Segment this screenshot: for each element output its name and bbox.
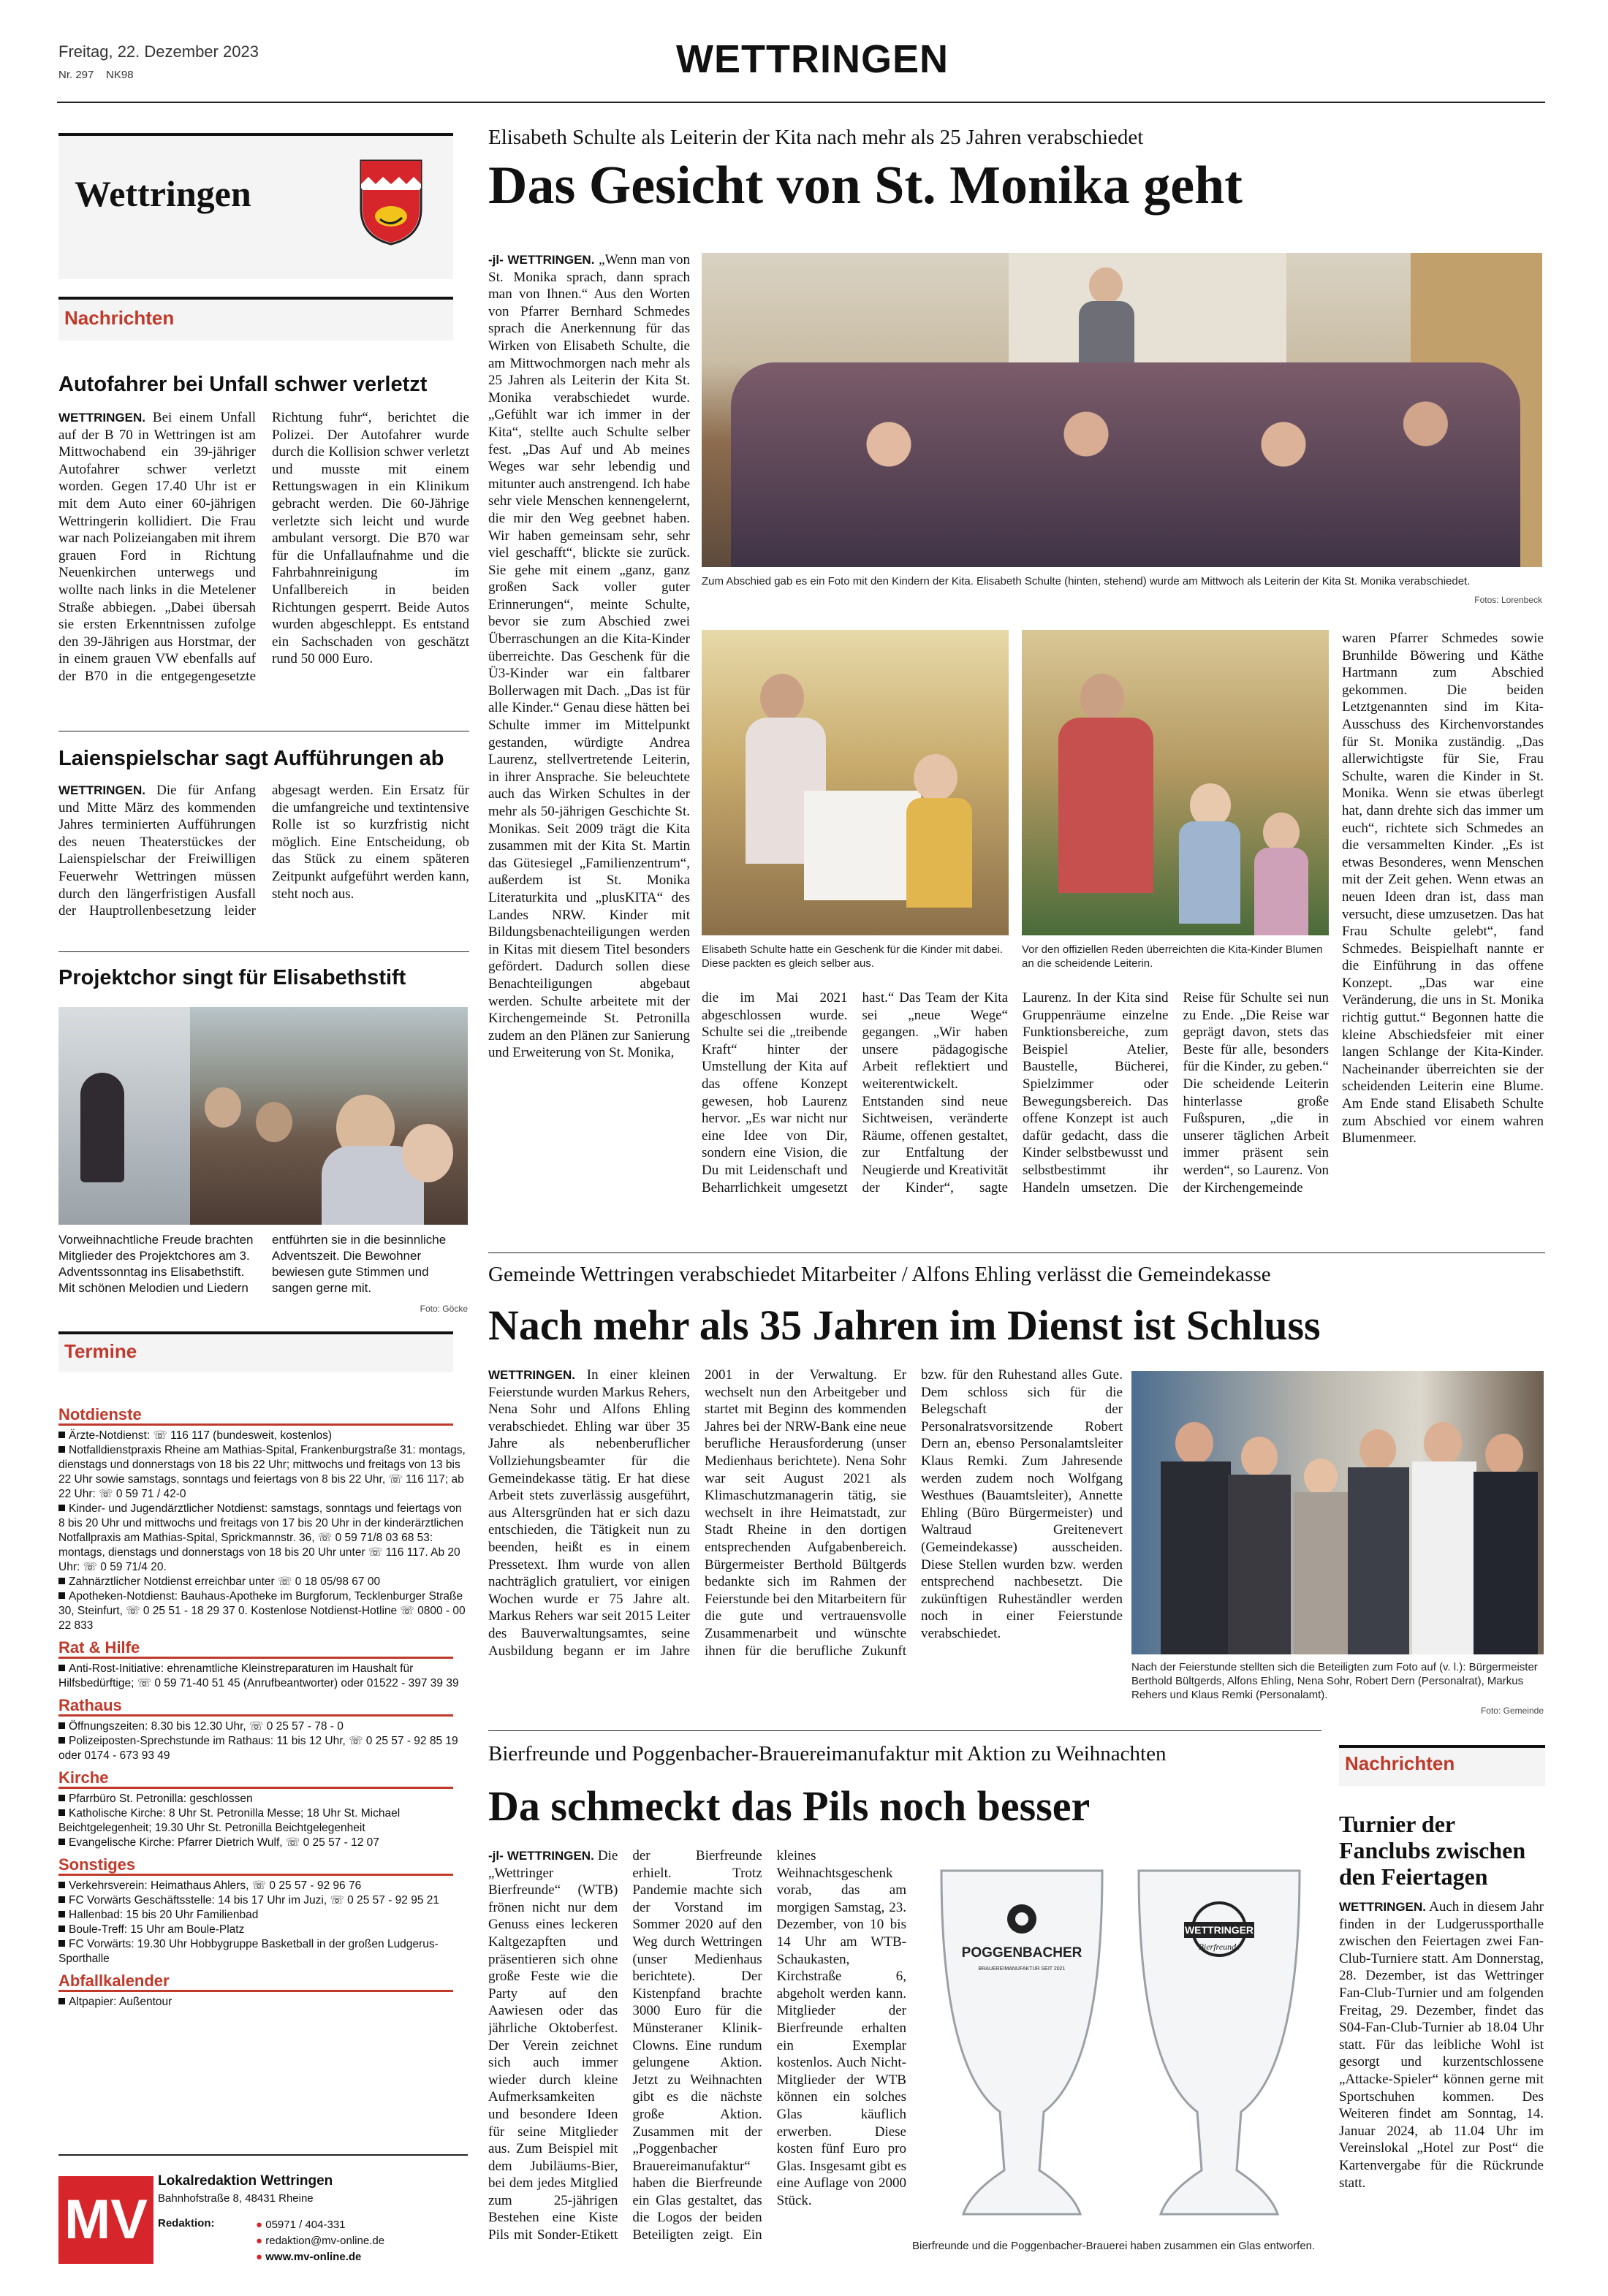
main-headline: Das Gesicht von St. Monika geht bbox=[488, 156, 1243, 216]
termine-group-sonstiges bbox=[58, 1855, 468, 1966]
termine-line: Notfalldienstpraxis Rheine am Mathias-Spital, Frankenburgstraße 31: montags, dienstags und donnerstags von 18 bis 22 Uhr; mittwochs und freitags von 13 bis 22 Uhr sowie samstags, sonntags und feiertags von 8 bis 22 Uhr, ☏ 116 117; ab 22 Uhr: ☏ 0 59 71 / 42-0 bbox=[58, 1444, 466, 1500]
sidebar-art3-title: Projektchor singt für Elisabethstift bbox=[58, 966, 406, 989]
heading-underline bbox=[58, 1657, 453, 1659]
redaktion-label: Redaktion: bbox=[158, 2217, 215, 2230]
termine-line: Ärzte-Notdienst: ☏ 116 117 (bundesweit, kostenlos) bbox=[58, 1429, 468, 1443]
issue-code: NK98 bbox=[106, 69, 134, 81]
farewell-caption: Nach der Feierstunde stellten sich die Beteiligten zum Foto auf (v. l.): Bürgermeister Berthold Bültgerds, Alfons Ehling, Nena Sohr, Robert Dern (Personalrat), Markus Rehers und Klaus Remki (Personalamt). bbox=[1131, 1661, 1538, 1701]
termine-line: Öffnungszeiten: 8.30 bis 12.30 Uhr, ☏ 0 25 57 - 78 - 0 bbox=[58, 1719, 468, 1734]
heading-underline bbox=[58, 1423, 453, 1426]
termine-line: Boule-Treff: 15 Uhr am Boule-Platz bbox=[58, 1923, 468, 1937]
sidebar-art1-text: Bei einem Unfall auf der B 70 in Wettringen ist am Mittwochabend ein 39-jähriger Autofahrer schwer verletzt worden. Gegen 17.40 Uhr ist er mit dem Auto einer 60-jährigen Wettringerin kollidiert. Die Frau war nach Polizeiangaben mit ihrem grauen Ford in Richtung Neuenkirchen unterwegs und wollte nach links in die Metelener Straße abbiegen. „Dabei übersah sie ersten Erkenntnissen zufolge den 39-Jährigen aus Horstmar, der in einem grauen VW ebenfalls auf der B70 in die entgegengesetzte Richtung fuhr“, berichtet die Polizei. Der Autofahrer wurde durch die Kollision schwer verletzt und musste mit einem Rettungswagen in ein Klinikum gebracht werden. Die 60-Jährige verletzte sich leicht und wurde ambulant versorgt. Die B70 war für die Unfallaufnahme und die Fahrbahnreinigung im Unfallbereich in beiden Richtungen gesperrt. Beide Autos wurden abgeschleppt. Es entstand ein Sachschaden von geschätzt rund 50 000 Euro. bbox=[58, 410, 469, 684]
issue-number: Nr. 297 bbox=[58, 69, 94, 81]
redaktion-address: Bahnhofstraße 8, 48431 Rheine bbox=[158, 2192, 314, 2205]
termine-group-notdienste bbox=[58, 1407, 468, 1633]
redaktion-web[interactable]: ● www.mv-online.de bbox=[256, 2251, 362, 2263]
sidebar-art1-dateline: WETTRINGEN. bbox=[58, 411, 145, 425]
termine-heading: Rathaus bbox=[58, 1696, 122, 1714]
right-news-body bbox=[1339, 1898, 1544, 2264]
section-title: WETTRINGEN bbox=[676, 37, 949, 81]
termine-line: Katholische Kirche: 8 Uhr St. Petronilla Messe; 18 Uhr St. Michael Beichtgelegenheit; 19.30 Uhr St. Petronilla Beichtgelegenheit bbox=[58, 1807, 401, 1834]
masthead-rule bbox=[57, 102, 1545, 103]
heading-underline bbox=[58, 1787, 453, 1789]
beer-glasses-photo bbox=[912, 1849, 1332, 2233]
gift-photo bbox=[702, 630, 1009, 935]
glass1-label: POGGENBACHER bbox=[961, 1945, 1082, 1961]
second-kicker: Gemeinde Wettringen verabschiedet Mitarbeiter / Alfons Ehling verlässt die Gemeindekasse bbox=[488, 1263, 1271, 1286]
termine-list bbox=[58, 1407, 468, 2010]
termine-line: Kinder- und Jugendärztlicher Notdienst: samstags, sonntags und feiertags von 8 bis 20 Uhr und mittwochs und freitags von 17 bis 20 Uhr in der kinderärztlichen Notfallpraxis am Mathias-Spital, Sprickmannstr. 36, ☏ 0 59 71/8 03 68 53: montags, dienstags und donnerstags von 18 bis 20 Uhr unter ☏ 116 117. Ab 20 Uhr: ☏ 0 59 71/4 20. bbox=[58, 1502, 463, 1573]
farewell-photo bbox=[1131, 1371, 1544, 1654]
masthead-date: Freitag, 22. Dezember 2023 bbox=[58, 42, 259, 61]
flowers-caption: Vor den offiziellen Reden überreichten die Kita-Kinder Blumen an die scheidende Leiterin. bbox=[1022, 943, 1323, 970]
flowers-photo bbox=[1022, 630, 1329, 935]
sidebar-art1-body bbox=[58, 409, 469, 716]
redaktion-phone: ● 05971 / 404-331 bbox=[256, 2219, 346, 2231]
masthead-issue bbox=[58, 69, 134, 81]
kita-group-credit: Fotos: Lorenbeck bbox=[1474, 595, 1542, 605]
poggenbacher-logo-icon bbox=[1007, 1904, 1036, 1934]
kita-group-caption: Zum Abschied gab es ein Foto mit den Kindern der Kita. Elisabeth Schulte (hinten, stehend) wurde am Mittwoch als Leiterin der Kita St. Monika verabschiedet. bbox=[702, 575, 1471, 588]
sidebar-town-title: Wettringen bbox=[75, 173, 251, 214]
redaktion-rule bbox=[58, 2154, 468, 2156]
termine-line: Pfarrbüro St. Petronilla: geschlossen bbox=[58, 1792, 468, 1806]
termine-line: Zahnärztlicher Notdienst erreichbar unter ☏ 0 18 05/98 67 00 bbox=[58, 1575, 468, 1589]
right-news-label: Nachrichten bbox=[1345, 1752, 1455, 1774]
phone-icon: ● bbox=[256, 2219, 263, 2231]
third-headline: Da schmeckt das Pils noch besser bbox=[488, 1782, 1091, 1830]
right-news-title: Turnier der Fanclubs zwischen den Feiertagen bbox=[1339, 1811, 1526, 1890]
choir-photo bbox=[58, 1007, 468, 1225]
mv-logo: MV bbox=[58, 2176, 153, 2264]
third-dateline: -jl- WETTRINGEN. bbox=[488, 1849, 594, 1863]
second-dateline: WETTRINGEN. bbox=[488, 1368, 575, 1382]
termine-line: Polizeiposten-Sprechstunde im Rathaus: 11 bis 12 Uhr, ☏ 0 25 57 - 92 85 19 oder 0174 - 673 93 49 bbox=[58, 1735, 458, 1762]
right-news-text: Auch in diesem Jahr finden in der Ludgerussporthalle zwischen den Feiertagen zwei Fan-Club-Turniere statt. Am Donnerstag, 28. Dezember, ist das Wettringer Fan-Club-Turnier und am folgenden Freitag, 29. Dezember, findet das S04-Fan-Club-Turnier ab 18.04 Uhr statt. Für das leibliche Wohl ist gesorgt und kurzentschlossene „Attacke-Spieler“ können gerne mit Sportschuhen kommen. Des Weiteren findet am Sonntag, 14. Januar 2024, ab 11.04 Uhr im Vereinslokal „Hotel zur Post“ die Kartenvergabe für die Rückrunde statt. bbox=[1339, 1899, 1544, 2191]
wettringen-coat-of-arms bbox=[358, 158, 424, 247]
termine-group-rathaus bbox=[58, 1698, 468, 1763]
termine-heading: Abfallkalender bbox=[58, 1972, 170, 1990]
main-bottom-cols: die im Mai 2021 abgeschlossen wurde. Schulte sei die „treibende Kraft“ hinter der Umstellung der Kita auf das offene Konzept gewesen, hob Laurenz hervor. „Es war nicht nur eine Idee von Dir, sondern eine Vision, die Du mit Leidenschaft und Beharrlichkeit umgesetzt hast.“ Das Team der Kita sei „neue Wege“ gegangen. „Wir haben unsere pädagogische Arbeit reflektiert und weiterentwickelt. Entstanden sind neue Sichtweisen, veränderte Räume, offenen gestaltet, zur Entfaltung der Neugierde und Kreativität der Kinder“, sagte Laurenz. In der Kita sind Gruppenräume einzelne Funktionsbereiche, zum Beispiel Atelier, Baustelle, Bücherei, Spielzimmer oder Bewegungsbereich. Das offene Konzept ist auch dafür gedacht, dass die Kinder selbstbewusst und selbstbestimmt ihr Handeln umsetzen. Die Reise für Schulte sei nun zu Ende. „Die Reise war geprägt davon, stets das Beste für alle, besonders für die Kinder, zu geben.“ Die scheidende Leiterin hinterlasse große Fußspuren, „die in unserer täglichen Arbeit immer präsent sein werden“, so Laurenz. Von der Kirchengemeinde bbox=[702, 990, 1329, 1195]
third-text: Die „Wettringer Bierfreunde“ (WTB) frönen nicht nur dem Genuss eines leckeren Kaltgezapften und präsentieren sich ohne große Feste wie die Party auf den Aawiesen oder das jährliche Oktoberfest. Der Verein zeichnet sich auch immer wieder durch kleine Aufmerksamkeiten und besondere Ideen für seine Mitglieder aus. Zum Beispiel mit dem Jubiläums-Bier, bei dem jedes Mitglied zum 25-jährigen Bestehen eine Kiste Pils mit Sonder-Etikett der Bierfreunde erhielt. Trotz Pandemie machte sich der Vorstand im Sommer 2020 auf den Weg durch Wettringen (unser Medienhaus berichtete). Der Kistenpfand brachte 3000 Euro für die Münsteraner Klinik-Clowns. Eine rundum gelungene Aktion. Jetzt zu Weihnachten gibt es die nächste große Aktion. Zusammen mit der „Poggenbacher Brauereimanufaktur“ haben die Bierfreunde ein Glas gestaltet, das die Logos der beiden Beteiligten zeigt. Ein kleines Weihnachtsgeschenk vorab, das am morgigen Samstag, 23. Dezember, von 10 bis 14 Uhr am WTB-Schaukasten, Kirchstraße 6, abgeholt werden kann. Mitglieder der Bierfreunde erhalten ein Exemplar kostenlos. Auch Nicht-Mitglieder der WTB können ein solches Glas käuflich erwerben. Diese kosten fünf Euro pro Glas. Insgesamt gibt es eine Auflage von 2000 Stück. bbox=[488, 1848, 906, 2243]
sidebar-art2-body bbox=[58, 782, 469, 943]
second-body bbox=[488, 1366, 1123, 1717]
redaktion-title: Lokalredaktion Wettringen bbox=[158, 2173, 333, 2189]
termine-line: Altpapier: Außentour bbox=[58, 1995, 468, 2010]
sidebar-art1-title: Autofahrer bei Unfall schwer verletzt bbox=[58, 373, 428, 396]
choir-credit: Foto: Göcke bbox=[420, 1304, 468, 1314]
heading-underline bbox=[58, 1714, 453, 1717]
termine-line: FC Vorwärts Geschäftsstelle: 14 bis 17 Uhr im Juzi, ☏ 0 25 57 - 92 95 21 bbox=[58, 1893, 468, 1908]
redaktion-email[interactable]: ● redaktion@mv-online.de bbox=[256, 2235, 385, 2247]
termine-group-abfall bbox=[58, 1974, 468, 2010]
third-kicker: Bierfreunde und Poggenbacher-Brauereimanufaktur mit Aktion zu Weihnachten bbox=[488, 1742, 1167, 1765]
main-col1 bbox=[488, 251, 690, 1248]
main-dateline: -jl- WETTRINGEN. bbox=[488, 253, 595, 267]
termine-line: Apotheken-Notdienst: Bauhaus-Apotheke im Burgforum, Tecklenburger Straße 30, Steinfurt, ☏ 0 25 51 - 18 29 37 0. Kostenlose Notdienst-Hotline ☏ 0800 - 00 22 833 bbox=[58, 1590, 466, 1632]
article-rule-1 bbox=[488, 1252, 1545, 1253]
heading-underline bbox=[58, 1990, 453, 1992]
kita-group-photo bbox=[702, 253, 1542, 567]
glass2-sub: Bierfreunde bbox=[1198, 1942, 1240, 1952]
third-body bbox=[488, 1847, 906, 2278]
termine-group-kirche bbox=[58, 1768, 468, 1850]
main-kicker: Elisabeth Schulte als Leiterin der Kita nach mehr als 25 Jahren verabschiedet bbox=[488, 126, 1144, 149]
second-headline: Nach mehr als 35 Jahren im Dienst ist Schluss bbox=[488, 1301, 1321, 1349]
termine-heading: Sonstiges bbox=[58, 1855, 136, 1874]
article-rule-2 bbox=[488, 1730, 1321, 1731]
sidebar-rule-2 bbox=[58, 951, 469, 952]
termine-line: FC Vorwärts: 19.30 Uhr Hobbygruppe Basketball in der großen Ludgerus-Sporthalle bbox=[58, 1938, 439, 1965]
termine-line: Anti-Rost-Initiative: ehrenamtliche Kleinstreparaturen im Haushalt für Hilfsbedürftige; ☏ 0 59 71-40 51 45 (Anrufbeantworter) oder 01522 - 397 39 39 bbox=[58, 1662, 459, 1689]
email-icon: ● bbox=[256, 2235, 263, 2247]
second-text: In einer kleinen Feierstunde wurden Markus Rehers, Nena Sohr und Alfons Ehling verabschiedet. Ehling war über 35 Jahre als nebenberuflicher Vollziehungsbeamter für die Gemeindekasse tätig. Er hat diese Arbeit stets zuverlässig ausgeführt, aus Altersgründen hat er sich dazu entschieden, die Tätigkeit nun zu beenden, heißt es in einem Pressetext. Ihm wurde von allen nachträglich gratuliert, vor einigen Wochen wurde er 75 Jahre alt. Markus Rehers war seit 2015 Leiter des Bauverwaltungsamtes, seine Ausbildung begann er im Jahre 2001 in der Verwaltung. Er wechselt nun den Arbeitgeber und startet mit Beginn des kommenden Jahres bei der NRW-Bank eine neue berufliche Herausforderung (unser Medienhaus berichtete). Nena Sohr war seit August 2021 als Klimaschutzmanagerin tätig, sie wechselt in ihre Heimatstadt, zur Stadt Rheine in den dortigen entsprechenden Aufgabenbereich. Bürgermeister Berthold Bültgerds bedankte sich im Rahmen der Feierstunde bei den Mitarbeitern für die gute und vertrauensvolle Zusammenarbeit und wünschte ihnen für die berufliche Zukunft bzw. für den Ruhestand alles Gute. Dem schloss sich für die Belegschaft der Personalratsvorsitzende Robert Dern an, ebenso Personalamtsleiter Klaus Remki. Zum Jahresende werden zudem noch Wolfgang Westhues (Bauamtsleiter), Annette Ehling (Büro Bürgermeister) und Waltraud Greitenevert (Gemeindekasse) ausscheiden. Diese Stellen wurden bzw. werden entsprechend nachbesetzt. Die zukünftigen Ruheständler werden noch in einer Feierstunde verabschiedet. bbox=[488, 1367, 1123, 1659]
termine-line: Verkehrsverein: Heimathaus Ahlers, ☏ 0 25 57 - 92 96 76 bbox=[58, 1879, 468, 1893]
farewell-credit: Foto: Gemeinde bbox=[1480, 1706, 1544, 1716]
glass2-label: WETTRINGER bbox=[1184, 1924, 1254, 1936]
termine-label: Termine bbox=[64, 1340, 137, 1362]
redaktion-contacts bbox=[256, 2217, 384, 2265]
sidebar-nachrichten-label: Nachrichten bbox=[64, 307, 175, 329]
web-icon: ● bbox=[256, 2251, 263, 2263]
termine-heading: Notdienste bbox=[58, 1405, 142, 1423]
glass1-sub: BRAUEREIMANUFAKTUR SEIT 2021 bbox=[978, 1966, 1066, 1972]
termine-group-rat-hilfe bbox=[58, 1638, 468, 1691]
termine-line: Evangelische Kirche: Pfarrer Dietrich Wulf, ☏ 0 25 57 - 12 07 bbox=[58, 1836, 468, 1850]
termine-line: Hallenbad: 15 bis 20 Uhr Familienbad bbox=[58, 1908, 468, 1923]
sidebar-art2-title: Laienspielschar sagt Aufführungen ab bbox=[58, 747, 444, 770]
gift-caption: Elisabeth Schulte hatte ein Geschenk für die Kinder mit dabei. Diese packten es gleich selber aus. bbox=[702, 943, 1003, 970]
main-right-col: waren Pfarrer Schmedes sowie Brunhilde Böwering und Käthe Hartmann zum Abschied gekommen. Die beiden Letztgenannten sind im Kita-Ausschuss des Kirchenvorstandes für St. Monika zuständig. „Das allerwichtigste für Sie, Frau Schulte, waren die Kinder in St. Monika. Wenn sie etwas überlegt hat, dann drehte sich das immer um euch“, richtete sich Schmedes an die versammelten Kinder. „Es ist etwas Besonderes, wenn Menschen mit der Zeit gehen. Wenn etwas an neuen Ideen dran ist, dass man versucht, diese umzusetzen. Das hat Frau Schulte gelebt“, fand Schmedes. Beispielhaft nannte er die Einführung in das offene Konzept. „Das war eine Veränderung, die uns in St. Monika richtig guttut.“ Begonnen hatte die kleine Abschiedsfeier mit einer langen Schlange der Kita-Kinder. Nacheinander überreichten sie der scheidenden Leiterin eine Blume. Am Ende stand Elisabeth Schulte zum Abschied vor einem wahren Blumenmeer. bbox=[1342, 631, 1544, 1147]
sidebar-art2-text: Die für Anfang und Mitte März des kommenden Jahres terminierten Aufführungen des neuen Theaterstückes der Laienspielschar der Freiwilligen Feuerwehr Wettringen müssen durch den längerfristigen Ausfall der Hauptrollenbesetzung leider abgesagt werden. Ein Ersatz für die umfangreiche und textintensive Rolle ist so kurzfristig nicht möglich. Eine Entscheidung, ob das Stück zu einem späteren Zeitpunkt aufgeführt werden kann, steht noch aus. bbox=[58, 783, 469, 919]
termine-heading: Rat & Hilfe bbox=[58, 1638, 140, 1657]
main-col1-text: „Wenn man von St. Monika sprach, dann sprach man von Ihnen.“ Aus den Worten von Pfarrer Bernhard Schmedes sprach die Anerkennung für das Wirken von Elisabeth Schulte, die am Mittwochmorgen nach mehr als 25 Jahren als Leiterin der Kita St. Monika verabschiedet wurde. „Gefühlt war ich immer in der Kita“, stellte auch Schulte selber fest. „Das Auf und Ab meines Weges war sehr lebendig und mitunter auch anstrengend. Ich habe sehr viele Menschen kennengelernt, die mir den Weg geebnet haben. Wir haben gemeinsam sehr, sehr viel geschafft“, blickte sie zurück. Sie gehe mit einem „ganz, ganz großen Sack voller guter Erinnerungen“, meinte Schulte, bevor sie zum Abschied zwei Überraschungen an die Kita-Kinder überreichte. Das Geschenk für die Ü3-Kinder war ein faltbarer Bollerwagen mit Dach. „Das ist für alle Kinder.“ Genau diese hätten bei Schulte immer im Mittelpunkt gestanden, würdigte Andrea Laurenz, stellvertretende Leiterin, in ihrer Ansprache. Sie beleuchtete auch das Wirken Schultes in der mehr als 50-jährigen Geschichte St. Monikas. Seit 2009 trägt die Kita zusammen mit der Kita St. Martin das Gütesiegel „Familienzentrum“, außerdem ist St. Monika Literaturkita und „plusKITA“ des Landes NRW. Kinder mit Bildungsbenachteiligungen werden in Kitas mit diesem Titel besonders gefördert. Dadurch sollen diese Benachteiligungen abgebaut werden. Schulte arbeitete mit der Kirchengemeinde St. Petronilla zudem an den Plänen zur Sanierung und Erweiterung von St. Monika, bbox=[488, 252, 690, 1061]
sidebar-art2-dateline: WETTRINGEN. bbox=[58, 783, 145, 797]
termine-heading: Kirche bbox=[58, 1768, 109, 1787]
right-news-dateline: WETTRINGEN. bbox=[1339, 1900, 1426, 1914]
heading-underline bbox=[58, 1874, 453, 1876]
choir-caption: Vorweihnachtliche Freude brachten Mitglieder des Projektchores am 3. Adventssonntag ins Elisabethstift. Mit schönen Melodien und Liedern entführten sie in die besinnliche Adventszeit. Die Bewohner bewiesen gute Stimmen und sangen gerne mit. bbox=[58, 1233, 447, 1295]
beer-caption: Bierfreunde und die Poggenbacher-Brauerei haben zusammen ein Glas entworfen. bbox=[912, 2240, 1316, 2252]
